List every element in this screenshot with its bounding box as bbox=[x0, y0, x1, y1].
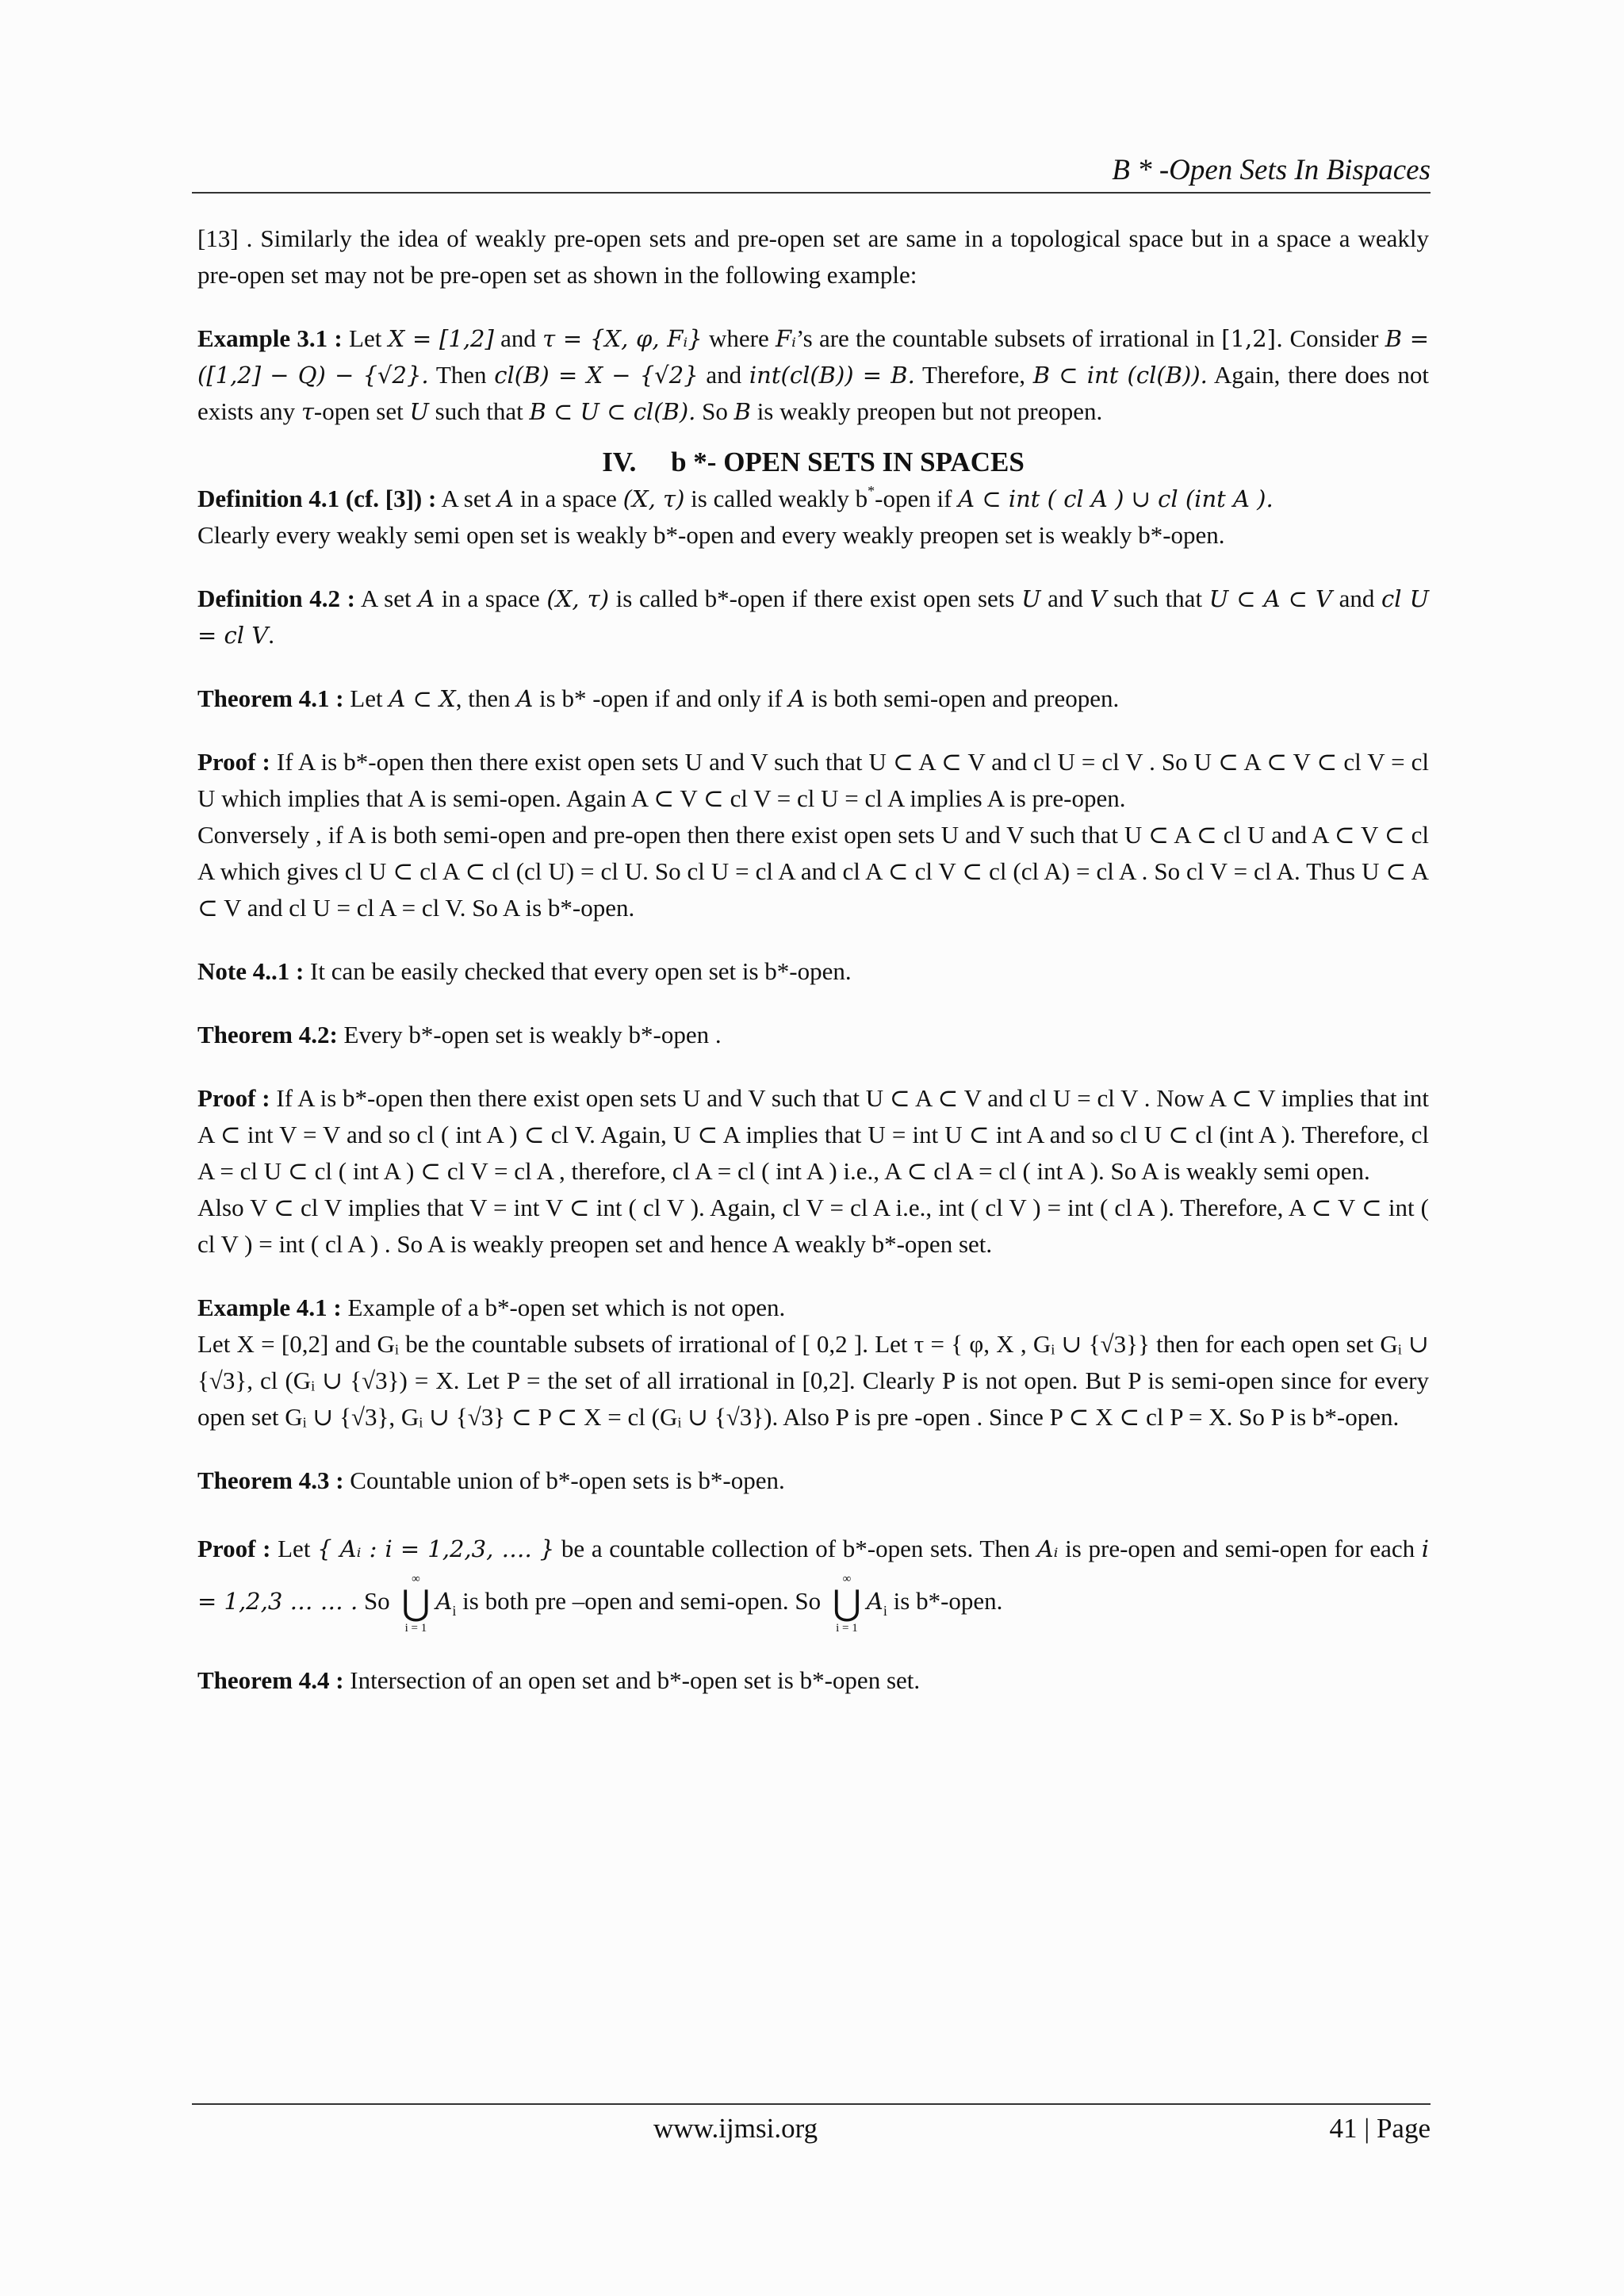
proof-4-3 bbox=[197, 1526, 1429, 1635]
section-heading: IV. b *- OPEN SETS IN SPACES bbox=[602, 447, 1025, 477]
text: is pre-open and semi-open for each bbox=[1065, 1535, 1415, 1562]
example-4-1 bbox=[197, 1290, 1429, 1326]
text: ’s are the countable subsets of irrational in bbox=[795, 324, 1215, 352]
example-4-1-body: Let X = [0,2] and Gᵢ be the countable subsets of irrational of [ 0,2 ]. Let τ = { φ, X , Gᵢ ∪ {√3}} then for each open set Gᵢ ∪ {√3}, cl (Gᵢ ∪ {√3}) = X. Let P = the set of all irrational in [0,2]. Clearly P is not open. But P is semi-open since for every open set Gᵢ ∪ {√3}, Gᵢ ∪ {√3} ⊂ P ⊂ X = cl (Gᵢ ∪ {√3}). Also P is pre -open . Since P ⊂ X ⊂ cl P = X. So P is b*-open. bbox=[197, 1330, 1429, 1431]
union-operator bbox=[832, 1572, 862, 1635]
text: So bbox=[702, 397, 728, 425]
text: A set bbox=[360, 585, 412, 612]
theorem-text: Intersection of an open set and b*-open set is b*-open set. bbox=[350, 1666, 921, 1694]
text: such that bbox=[435, 397, 523, 425]
text: such that bbox=[1113, 585, 1203, 612]
math: A ⊂ int ( cl A ) ∪ cl (int A ). bbox=[958, 485, 1274, 512]
definition-4-1-remark: Clearly every weakly semi open set is weakly b*-open and every weakly preopen set is weakly b*-open. bbox=[197, 521, 1225, 549]
math: B bbox=[733, 398, 751, 425]
math: A ⊂ X bbox=[389, 685, 456, 712]
math: (X, τ) bbox=[622, 485, 685, 512]
theorem-4-4 bbox=[197, 1662, 1429, 1699]
example-heading: Example of a b*-open set which is not open. bbox=[347, 1294, 786, 1321]
text: Let bbox=[350, 684, 383, 712]
union-symbol: ⋃ bbox=[832, 1583, 861, 1623]
proof-label: Proof : bbox=[197, 1535, 271, 1562]
math: [1,2]. bbox=[1221, 325, 1284, 352]
math: B ⊂ int (cl(B)). bbox=[1032, 362, 1208, 389]
text: Again, there does not exists any bbox=[197, 361, 1430, 425]
math: A bbox=[496, 485, 514, 512]
footer-url: www.ijmsi.org bbox=[653, 2113, 818, 2144]
text: Consider bbox=[1289, 324, 1379, 352]
note-4-1 bbox=[197, 953, 1429, 990]
article-body bbox=[197, 220, 1429, 1699]
proof-4-1-converse: Conversely , if A is both semi-open and pre-open then there exist open sets U and V such that U ⊂ A ⊂ cl U and A ⊂ V ⊂ cl A which gives cl U ⊂ cl A ⊂ cl (cl U) = cl U. So cl U = cl A and cl A ⊂ cl V ⊂ cl (cl A) = cl A . So cl V = cl A. Thus U ⊂ A ⊂ V and cl U = cl A = cl V. So A is b*-open. bbox=[197, 821, 1429, 922]
proof-label: Proof : bbox=[197, 748, 270, 776]
union-term-index: i bbox=[883, 1603, 887, 1619]
math: U bbox=[1021, 585, 1041, 612]
definition-4-1 bbox=[197, 481, 1429, 517]
union-lower-limit: i = 1 bbox=[404, 1622, 427, 1635]
text: be a countable collection of b*-open sets. Then bbox=[561, 1535, 1031, 1562]
text: Then bbox=[435, 361, 487, 389]
header-rule bbox=[192, 192, 1431, 194]
theorem-text: Every b*-open set is weakly b*-open . bbox=[343, 1021, 722, 1048]
footer-page-number: 41 | Page bbox=[1329, 2113, 1431, 2144]
math: Fᵢ bbox=[776, 325, 796, 352]
math: B = ([1,2] − Q) − {√2}. bbox=[197, 325, 1430, 389]
union-operator bbox=[400, 1572, 431, 1635]
theorem-label: Theorem 4.2: bbox=[197, 1021, 338, 1048]
theorem-label: Theorem 4.1 : bbox=[197, 684, 344, 712]
theorem-4-3 bbox=[197, 1462, 1429, 1499]
text: and bbox=[706, 361, 742, 389]
text: -open if bbox=[875, 485, 952, 512]
text: and bbox=[1048, 585, 1083, 612]
proof-4-2 bbox=[197, 1080, 1429, 1190]
text: is b*-open. bbox=[893, 1587, 1003, 1616]
math: int(cl(B)) = B. bbox=[749, 362, 915, 389]
union-symbol: ⋃ bbox=[401, 1583, 431, 1623]
text: So bbox=[363, 1587, 390, 1616]
math: Aᵢ bbox=[1036, 1535, 1059, 1562]
math: i = 1,2,3 … … . bbox=[197, 1535, 1430, 1616]
proof-text: If A is b*-open then there exist open sets U and V such that U ⊂ A ⊂ V and cl U = cl V . Now A ⊂ V implies that int A ⊂ int V = V and so cl ( int A ) ⊂ cl V. Again, U ⊂ A implies that U = int U ⊂ int A and so cl U ⊂ cl (int A ). Therefore, cl A = cl U ⊂ cl ( int A ) ⊂ cl V = cl A , therefore, cl A = cl ( int A ) i.e., A ⊂ cl A = cl ( int A ). So A is weakly semi open. bbox=[197, 1084, 1429, 1185]
math: A bbox=[418, 585, 435, 612]
note-label: Note 4..1 : bbox=[197, 957, 304, 985]
math: U bbox=[409, 398, 429, 425]
math: B ⊂ U ⊂ cl(B). bbox=[529, 398, 696, 425]
example-3-1 bbox=[197, 320, 1429, 430]
definition-label: Definition 4.2 : bbox=[197, 585, 355, 612]
text: . bbox=[268, 621, 274, 649]
text: in a space bbox=[441, 585, 540, 612]
intro-paragraph: [13] . Similarly the idea of weakly pre-open sets and pre-open set are same in a topological space but in a space a weakly pre-open set may not be pre-open set as shown in the following example: bbox=[197, 224, 1429, 289]
union-term-index: i bbox=[452, 1603, 457, 1619]
text: in a space bbox=[519, 485, 617, 512]
definition-4-2 bbox=[197, 581, 1429, 654]
math: cl U = cl V bbox=[197, 585, 1430, 649]
text: -open set bbox=[313, 397, 404, 425]
text: Therefore, bbox=[922, 361, 1025, 389]
proof-text: If A is b*-open then there exist open sets U and V such that U ⊂ A ⊂ V and cl U = cl V . So U ⊂ A ⊂ V ⊂ cl V = cl U which implies that A is semi-open. Again A ⊂ V ⊂ cl V = cl U = cl A implies A is pre-open. bbox=[197, 748, 1430, 812]
math: X = [1,2] bbox=[388, 325, 494, 352]
footer-rule bbox=[192, 2103, 1431, 2105]
union-term: A bbox=[435, 1588, 453, 1616]
theorem-4-2 bbox=[197, 1017, 1429, 1053]
math: τ = {X, φ, Fᵢ} bbox=[542, 325, 703, 352]
text: Let bbox=[349, 324, 382, 352]
theorem-text: Countable union of b*-open sets is b*-open. bbox=[350, 1466, 785, 1494]
example-label: Example 4.1 : bbox=[197, 1294, 342, 1321]
math: (X, τ) bbox=[546, 585, 610, 612]
theorem-label: Theorem 4.3 : bbox=[197, 1466, 344, 1494]
proof-label: Proof : bbox=[197, 1084, 270, 1112]
proof-4-2-continued: Also V ⊂ cl V implies that V = int V ⊂ int ( cl V ). Again, cl V = cl A i.e., int ( cl V ) = int ( cl A ). Therefore, A ⊂ V ⊂ int ( cl V ) = int ( cl A ) . So A is weakly preopen set and hence A weakly b*-open set. bbox=[197, 1194, 1429, 1258]
example-label: Example 3.1 : bbox=[197, 324, 343, 352]
text: where bbox=[709, 324, 769, 352]
running-header: B * -Open Sets In Bispaces bbox=[1112, 154, 1431, 186]
theorem-label: Theorem 4.4 : bbox=[197, 1666, 344, 1694]
math: V bbox=[1090, 585, 1107, 612]
text: and bbox=[1339, 585, 1375, 612]
note-text: It can be easily checked that every open set is b*-open. bbox=[310, 957, 852, 985]
superscript: * bbox=[868, 483, 875, 499]
union-upper-limit: ∞ bbox=[842, 1573, 852, 1585]
union-lower-limit: i = 1 bbox=[836, 1622, 858, 1635]
union-upper-limit: ∞ bbox=[412, 1573, 420, 1585]
math: { Aᵢ : i = 1,2,3, …. } bbox=[317, 1535, 555, 1562]
text: is b* -open if and only if bbox=[539, 684, 783, 712]
definition-label: Definition 4.1 (cf. [3]) : bbox=[197, 485, 437, 512]
text: is called b*-open if there exist open sets bbox=[615, 585, 1015, 612]
text: is both semi-open and preopen. bbox=[810, 684, 1120, 712]
text: is weakly preopen but not preopen. bbox=[756, 397, 1103, 425]
text: Let bbox=[278, 1535, 311, 1562]
text: is both pre –open and semi-open. So bbox=[462, 1587, 822, 1616]
text: and bbox=[500, 324, 536, 352]
math: U ⊂ A ⊂ V bbox=[1208, 585, 1332, 612]
theorem-4-1 bbox=[197, 680, 1429, 717]
text: , then bbox=[455, 684, 511, 712]
math: A bbox=[788, 685, 806, 712]
text: is called weakly b bbox=[691, 485, 868, 512]
union-term: A bbox=[866, 1588, 883, 1616]
text: A set bbox=[441, 485, 492, 512]
math: A bbox=[516, 685, 534, 712]
math: τ bbox=[301, 398, 314, 425]
proof-4-1 bbox=[197, 744, 1429, 817]
math: cl(B) = X − {√2} bbox=[494, 362, 699, 389]
